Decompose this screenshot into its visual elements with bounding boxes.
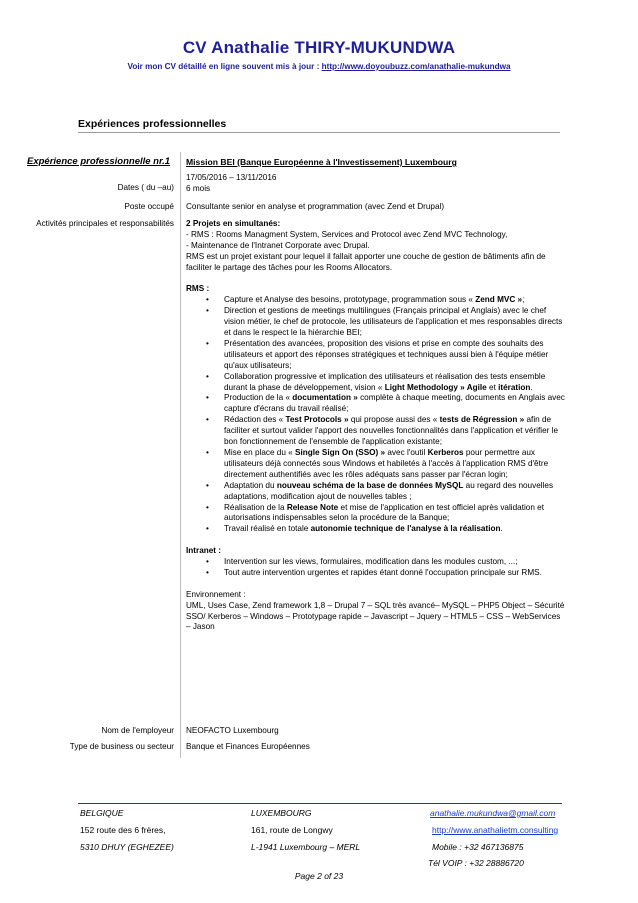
page-number: Page 2 of 23 [294, 871, 344, 881]
section-title: Expériences professionnelles [78, 118, 227, 130]
bullet-text: Single Sign On (SSO) » [295, 448, 386, 458]
activities-label: Activités principales et responsabilités [36, 219, 174, 228]
footer-website-link[interactable]: http://www.anathalietm.consulting [432, 825, 559, 835]
project-line: - Maintenance de l'Intranet Corporate avec Drupal. [186, 240, 370, 250]
poste-label: Poste occupé [124, 202, 174, 211]
cv-title: CV Anathalie THIRY-MUKUNDWA [182, 38, 456, 57]
bullet-text: Direction et gestions de meetings multilingues (Français principal et Anglais) avec le chef vision métier, le chef de protocole, les utilisateurs de l'application et mes responsables directs et dans le respect le la hiérarchie BEI; [224, 306, 563, 338]
bullet-item [186, 339, 566, 372]
footer-mobile: Mobile : +32 467136875 [432, 842, 524, 852]
bullet-item [186, 295, 566, 306]
bullet-text: et mise de l'application en test officiel après validation et autorisations indispensables selon la procédure de la Banque; [224, 502, 545, 523]
intranet-list [186, 557, 566, 579]
bullet-text: Tout autre intervention urgentes et rapides étant donné l'occupation principale sur RMS. [224, 567, 542, 577]
bullet-text: ; [522, 295, 525, 305]
bullet-icon: • [206, 502, 209, 512]
experience-label: Expérience professionnelle nr.1 [27, 156, 171, 167]
bullet-text: Zend MVC » [475, 295, 523, 305]
bullet-text: Production de la « [224, 393, 293, 403]
intranet-heading: Intranet : [186, 546, 222, 556]
dates-label: Dates ( du –au) [117, 183, 174, 192]
env-text: UML, Uses Case, Zend framework 1,8 – Drupal 7 – SQL très avancé– MySQL – PHP5 Object – Sécurité SSO/ Kerberos – Windows – Prototypage rapide – Javascript – Jquery – HTML5 – CSS – WebServices – Jason [186, 600, 565, 632]
bullet-item [186, 568, 566, 579]
bullet-text: et [486, 382, 499, 392]
bullet-text: autonomie technique de l'analyse à la réalisation [310, 524, 501, 534]
bullet-text: . [500, 524, 503, 534]
mission-title: Mission BEI (Banque Européenne à l'Investissement) Luxembourg [186, 157, 457, 167]
rms-list [186, 295, 566, 535]
bullet-icon: • [206, 371, 209, 381]
bullet-item [186, 557, 566, 568]
bullet-text: Collaboration progressive et implication des utilisateurs et réalisation des tests ensemble durant la phase de développement, vision « [224, 371, 546, 392]
footer-city-lu: L-1941 Luxembourg – MERL [251, 842, 361, 852]
bullet-item [186, 448, 566, 481]
project-line: - RMS : Rooms Managment System, Services and Protocol avec Zend MVC Technology, [186, 229, 508, 239]
bullet-text: Réalisation de la [224, 502, 287, 512]
bullet-icon: • [206, 338, 209, 348]
rms-heading: RMS : [186, 284, 210, 294]
dates-value: 17/05/2016 – 13/11/2016 [186, 173, 277, 182]
bullet-text: avec l'outil [385, 448, 428, 458]
business-label: Type de business ou secteur [69, 742, 174, 751]
bullet-text: tests de Régression » [439, 415, 525, 425]
bullet-icon: • [206, 557, 209, 567]
bullet-text: Rédaction des « [224, 415, 286, 425]
bullet-text: au regard des nouvelles adaptations, modification ajout de nouvelles tables ; [224, 480, 554, 501]
bullet-text: Capture et Analyse des besoins, prototypage, programmation sous « [224, 295, 476, 305]
bullet-text: itération [498, 382, 531, 392]
env-heading: Environnement : [186, 589, 246, 599]
column-divider [180, 152, 181, 758]
footer-country-lu: LUXEMBOURG [251, 808, 312, 818]
bullet-icon: • [206, 480, 209, 490]
cv-subtitle [0, 62, 638, 71]
project-description: RMS est un projet existant pour lequel il fallait apporter une couche de gestion de bâtiments afin de faciliter le partage des tâches pour les Rooms Allocators. [186, 251, 546, 272]
duration-value: 6 mois [186, 184, 211, 193]
bullet-item [186, 524, 566, 535]
footer-voip: Tél VOIP : +32 28886720 [428, 858, 524, 868]
subtitle-text: Voir mon CV détaillé en ligne souvent mis à jour : [127, 62, 322, 71]
projects-heading: 2 Projets en simultanés: [186, 219, 281, 228]
bullet-text: pour permettre aux utilisateurs déjà connectés sous Windows et habiletés à l'accès à l'application RMS d'être directement authentifiés avec les rôles adéquats sans passer par l'écran login; [224, 448, 549, 479]
bullet-item [186, 415, 566, 448]
bullet-icon: • [206, 306, 209, 316]
bullet-text: Adaptation du [224, 480, 277, 490]
bullet-text: Light Methodology » Agile [384, 382, 487, 392]
bullet-item [186, 372, 566, 394]
footer-address-be: 152 route des 6 frères, [80, 825, 166, 835]
bullet-text: Test Protocols » [285, 415, 349, 425]
bullet-icon: • [206, 448, 209, 458]
footer-divider [78, 803, 562, 804]
bullet-text: nouveau schéma de la base de données MySQL [276, 480, 464, 490]
bullet-item [186, 393, 566, 415]
activities-content [186, 219, 566, 633]
footer-city-be: 5310 DHUY (EGHEZEE) [80, 842, 174, 852]
footer-email-link[interactable]: anathalie.mukundwa@gmail.com [430, 808, 556, 818]
bullet-text: . [530, 382, 533, 392]
bullet-item [186, 481, 566, 503]
bullet-text: qui propose aussi des « [348, 415, 440, 425]
bullet-icon: • [206, 393, 209, 403]
footer-country-be: BELGIQUE [80, 808, 124, 818]
bullet-text: Présentation des avancées, proposition des visions et prise en compte des souhaits des utilisateurs et apport des réponses stratégiques et techniques aussi bien à l'équipe métier qu'aux utilisateurs; [224, 338, 549, 370]
bullet-text: Intervention sur les views, formulaires, modification dans les modules custom, ...; [224, 557, 518, 567]
employer-label: Nom de l'employeur [101, 726, 174, 735]
bullet-text: Travail réalisé en totale [224, 524, 311, 534]
poste-value: Consultante senior en analyse et programmation (avec Zend et Drupal) [186, 202, 445, 211]
employer-value: NEOFACTO Luxembourg [186, 726, 279, 735]
bullet-text: Mise en place du « [224, 448, 296, 458]
bullet-item [186, 306, 566, 339]
bullet-text: afin de faciliter et surtout valider l'apport des nouvelles fonctionnalités dans l'application et vérifier le bon fonctionnement de l'ensemble de l'application existante; [224, 415, 558, 447]
bullet-text: complète à chaque meeting, documents en Anglais avec capture d'écrans du travail réalisé; [224, 393, 565, 414]
bullet-icon: • [206, 567, 209, 577]
bullet-item [186, 503, 566, 525]
business-value: Banque et Finances Européennes [186, 742, 310, 751]
section-divider [78, 132, 560, 133]
doyoubuzz-link[interactable]: http://www.doyoubuzz.com/anathalie-mukundwa [321, 62, 511, 71]
bullet-text: Kerberos [427, 448, 464, 458]
footer-address-lu: 161, route de Longwy [251, 825, 333, 835]
bullet-text: Release Note [286, 502, 339, 512]
bullet-icon: • [206, 415, 209, 425]
bullet-icon: • [206, 295, 209, 305]
bullet-icon: • [206, 524, 209, 534]
bullet-text: documentation » [292, 393, 358, 403]
